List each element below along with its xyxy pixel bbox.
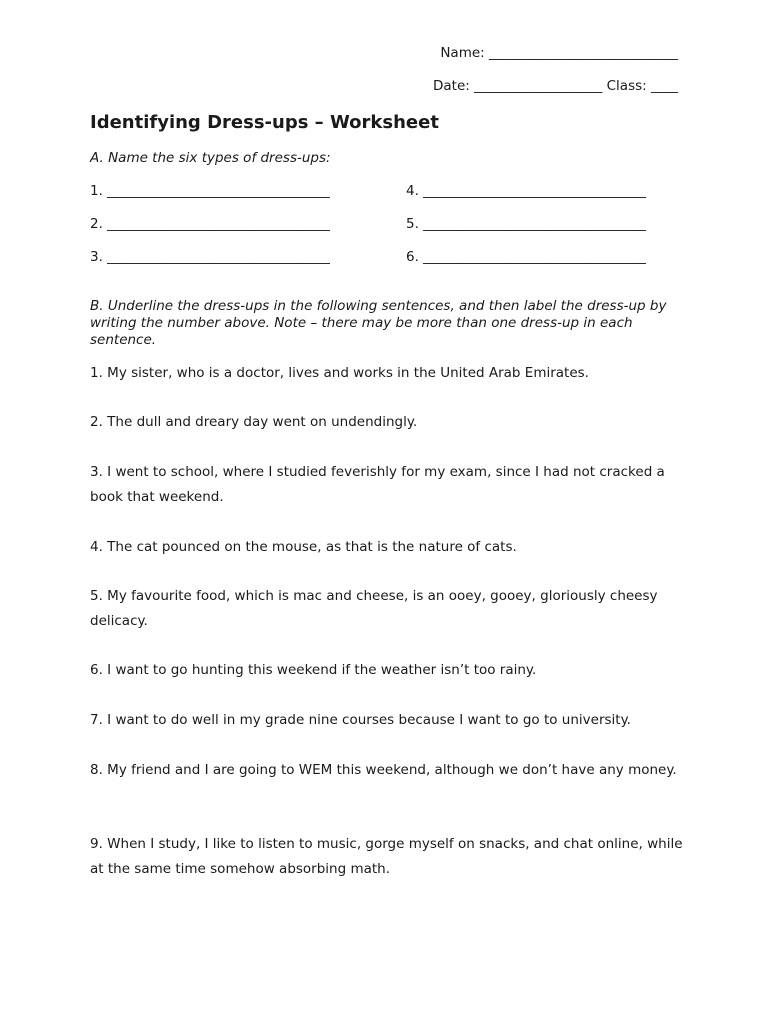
worksheet-title: Identifying Dress-ups – Worksheet [90,112,439,133]
sentence-1: 1. My sister, who is a doctor, lives and works in the United Arab Emirates. [90,365,589,381]
date-class-field-line: Date: ___________________ Class: ____ [432,78,678,94]
section-b-instruction: B. Underline the dress-ups in the following sentences, and then label the dress-up by writing the number above. Note – there may be more than one dress-up in each sentence. [90,298,667,348]
sentence-4: 4. The cat pounced on the mouse, as that is the nature of cats. [90,539,517,555]
type-blank-6: 6. _________________________________ [406,249,646,265]
sentence-9: 9. When I study, I like to listen to music, gorge myself on snacks, and chat online, while at the same time somehow absorbing math. [90,836,683,877]
type-blank-1: 1. _________________________________ [90,183,330,199]
sentence-8: 8. My friend and I are going to WEM this weekend, although we don’t have any money. [90,762,677,778]
type-blank-4: 4. _________________________________ [406,183,646,199]
sentence-3: 3. I went to school, where I studied feverishly for my exam, since I had not cracked a book that weekend. [90,464,665,505]
section-a-instruction: A. Name the six types of dress-ups: [90,150,331,166]
sentence-5: 5. My favourite food, which is mac and cheese, is an ooey, gooey, gloriously cheesy delicacy. [90,588,658,629]
type-blank-3: 3. _________________________________ [90,249,330,265]
sentence-6: 6. I want to go hunting this weekend if the weather isn’t too rainy. [90,662,537,678]
type-blank-5: 5. _________________________________ [406,216,646,232]
sentence-2: 2. The dull and dreary day went on undendingly. [90,414,418,430]
type-blank-2: 2. _________________________________ [90,216,330,232]
name-field-line: Name: ____________________________ [440,45,678,61]
sentence-7: 7. I want to do well in my grade nine courses because I want to go to university. [90,712,631,728]
